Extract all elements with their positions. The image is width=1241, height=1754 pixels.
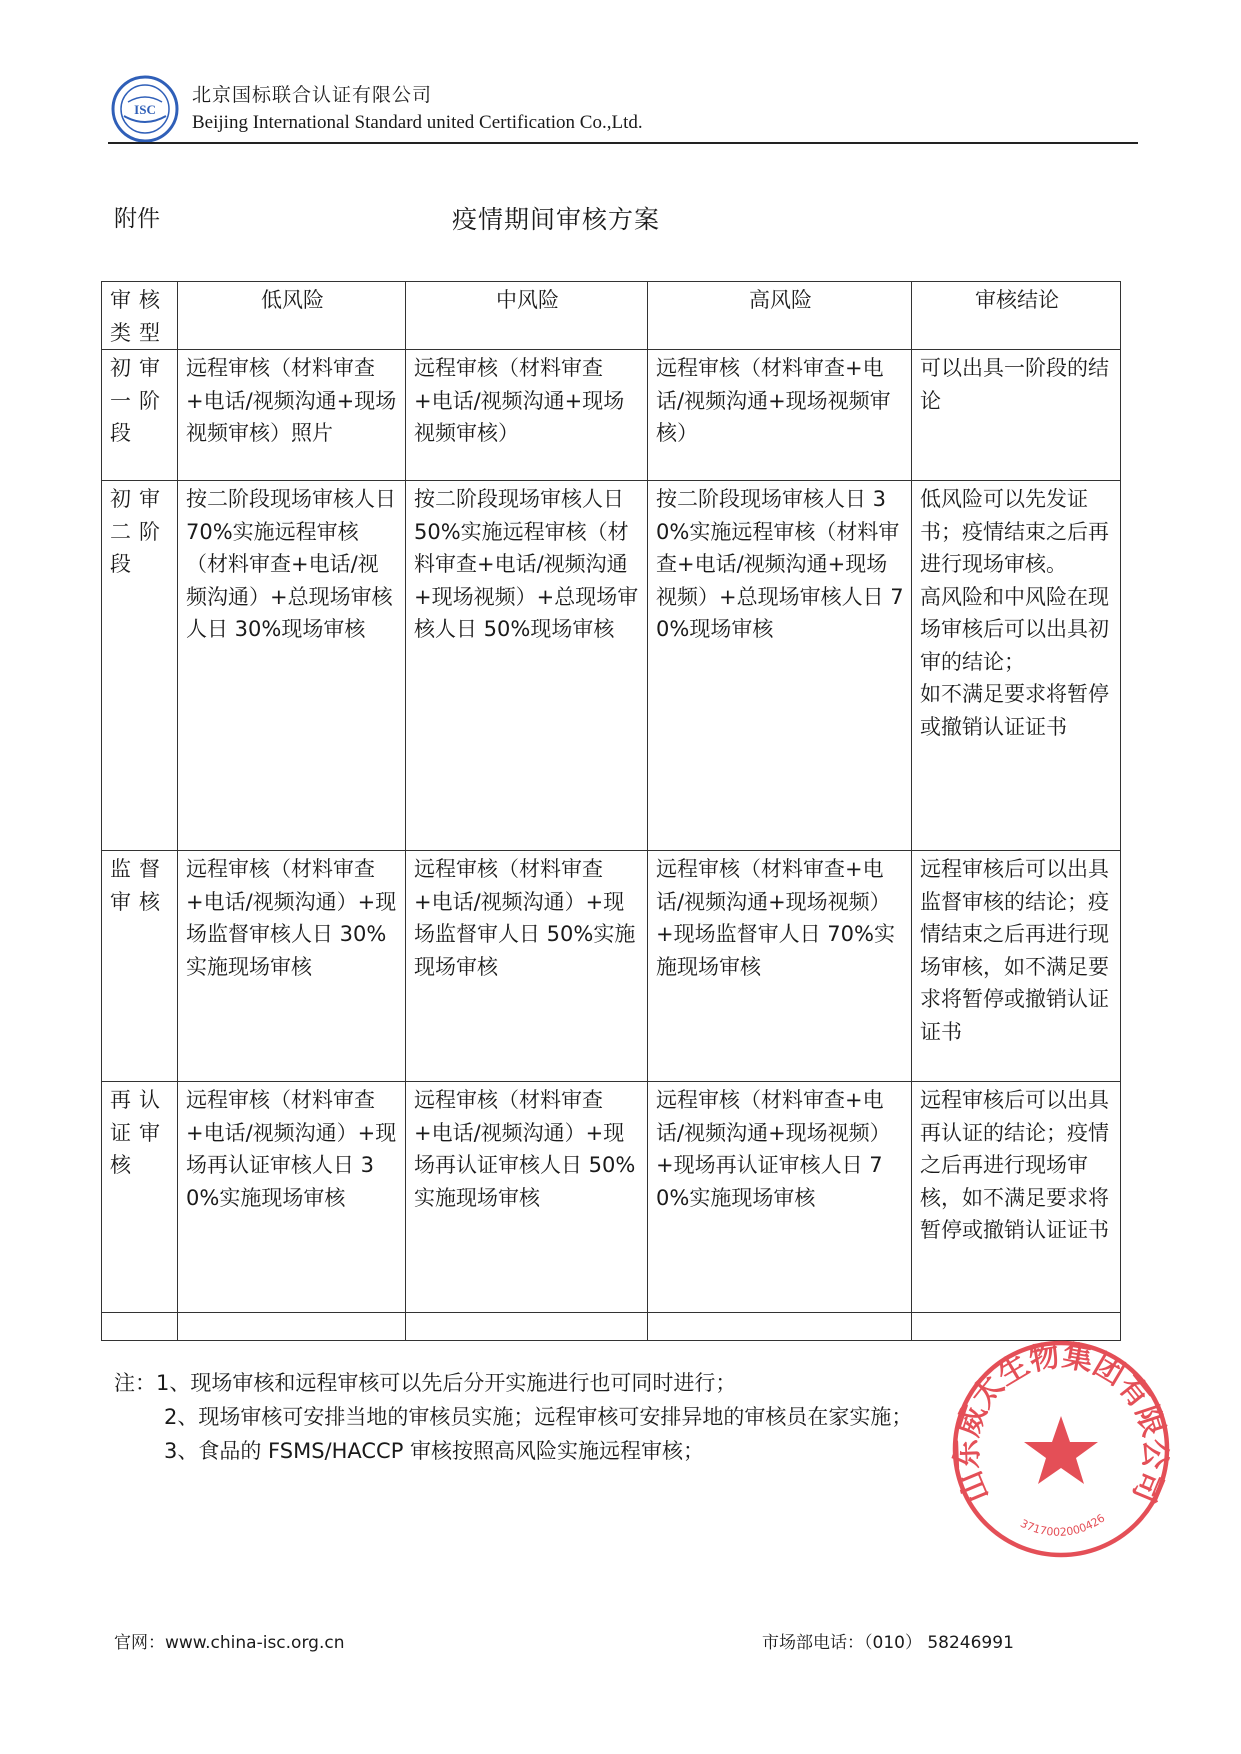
table-row — [102, 350, 1121, 481]
table-header-row — [102, 282, 1121, 350]
empty-cell — [178, 1313, 406, 1341]
high-risk-cell: 远程审核（材料审查+电话/视频沟通+现场视频）+现场监督审人日 70%实施现场审核 — [648, 851, 912, 1082]
table-row — [102, 481, 1121, 851]
audit-type-cell: 再认证审核 — [102, 1082, 178, 1313]
note-item: 2、现场审核可安排当地的审核员实施；远程审核可安排异地的审核员在家实施； — [164, 1405, 913, 1429]
conclusion-text: 如不满足要求将暂停或撤销认证证书 — [920, 682, 1109, 739]
empty-cell — [102, 1313, 178, 1341]
conclusion-text: 远程审核后可以出具再认证的结论；疫情之后再进行现场审核，如不满足要求将暂停或撤销认证证书 — [920, 1088, 1109, 1242]
conclusion-text: 高风险和中风险在现场审核后可以出具初审的结论； — [920, 584, 1109, 674]
company-name-cn: 北京国标联合认证有限公司 — [192, 84, 433, 106]
letterhead — [108, 72, 1138, 144]
low-risk-cell: 按二阶段现场审核人日 70%实施远程审核（材料审查+电话/视频沟通）+总现场审核人日 30%现场审核 — [178, 481, 406, 851]
medium-risk-cell: 远程审核（材料审查+电话/视频沟通）+现场监督审人日 50%实施现场审核 — [406, 851, 648, 1082]
medium-risk-cell: 按二阶段现场审核人日 50%实施远程审核（材料审查+电话/视频沟通+现场视频）+总现场审核人日 50%现场审核 — [406, 481, 648, 851]
column-header-low-risk: 低风险 — [178, 282, 406, 350]
seal-number: 3717002000426 — [1018, 1511, 1108, 1539]
conclusion-text: 可以出具一阶段的结论 — [920, 356, 1109, 413]
footer-website: 官网：www.china-isc.org.cn — [114, 1633, 345, 1653]
high-risk-cell: 按二阶段现场审核人日 30%实施远程审核（材料审查+电话/视频沟通+现场视频）+总现场审核人日 70%现场审核 — [648, 481, 912, 851]
conclusion-text: 低风险可以先发证书；疫情结束之后再进行现场审核。 — [920, 487, 1109, 576]
company-name-en: Beijing International Standard united Certification Co.,Ltd. — [192, 112, 643, 133]
star-icon — [1024, 1416, 1098, 1484]
conclusion-cell — [912, 1082, 1121, 1313]
medium-risk-cell: 远程审核（材料审查+电话/视频沟通+现场视频审核） — [406, 350, 648, 481]
attachment-label: 附件 — [114, 206, 160, 232]
table-row — [102, 851, 1121, 1082]
low-risk-cell: 远程审核（材料审查+电话/视频沟通）+现场监督审核人日 30%实施现场审核 — [178, 851, 406, 1082]
column-header-conclusion: 审核结论 — [912, 282, 1121, 350]
svg-text:3717002000426 — [1017, 1511, 1108, 1542]
high-risk-cell: 远程审核（材料审查+电话/视频沟通+现场视频）+现场再认证审核人日 70%实施现场审核 — [648, 1082, 912, 1313]
column-header-audit-type: 审核类型 — [102, 282, 178, 350]
conclusion-cell — [912, 350, 1121, 481]
medium-risk-cell: 远程审核（材料审查+电话/视频沟通）+现场再认证审核人日 50%实施现场审核 — [406, 1082, 648, 1313]
isc-logo-icon — [110, 74, 180, 144]
column-header-medium-risk: 中风险 — [406, 282, 648, 350]
logo-text: ISC — [134, 102, 156, 117]
seal-text: 山东威太生物集团有限公司 — [949, 1338, 1173, 1508]
column-header-high-risk: 高风险 — [648, 282, 912, 350]
audit-type-cell: 监督审核 — [102, 851, 178, 1082]
page-title: 疫情期间审核方案 — [452, 205, 661, 234]
empty-cell — [406, 1313, 648, 1341]
table-row — [102, 1082, 1121, 1313]
header-divider — [108, 142, 1138, 144]
conclusion-text: 远程审核后可以出具监督审核的结论；疫情结束之后再进行现场审核，如不满足要求将暂停或撤销认证证书 — [920, 857, 1109, 1044]
high-risk-cell: 远程审核（材料审查+电话/视频沟通+现场视频审核） — [648, 350, 912, 481]
audit-type-cell: 初审一阶段 — [102, 350, 178, 481]
note-item: 3、食品的 FSMS/HACCP 审核按照高风险实施远程审核； — [164, 1439, 705, 1463]
company-seal-stamp — [946, 1334, 1176, 1564]
audit-type-cell: 初审二阶段 — [102, 481, 178, 851]
conclusion-cell — [912, 851, 1121, 1082]
footer-phone: 市场部电话：（010） 58246991 — [762, 1633, 1014, 1653]
note-item: 注：1、现场审核和远程审核可以先后分开实施进行也可同时进行； — [114, 1371, 737, 1395]
low-risk-cell: 远程审核（材料审查+电话/视频沟通）+现场再认证审核人日 30%实施现场审核 — [178, 1082, 406, 1313]
empty-cell — [648, 1313, 912, 1341]
low-risk-cell: 远程审核（材料审查+电话/视频沟通+现场视频审核）照片 — [178, 350, 406, 481]
notes-section — [114, 1366, 912, 1468]
conclusion-cell — [912, 481, 1121, 851]
audit-plan-table — [101, 281, 1121, 1341]
